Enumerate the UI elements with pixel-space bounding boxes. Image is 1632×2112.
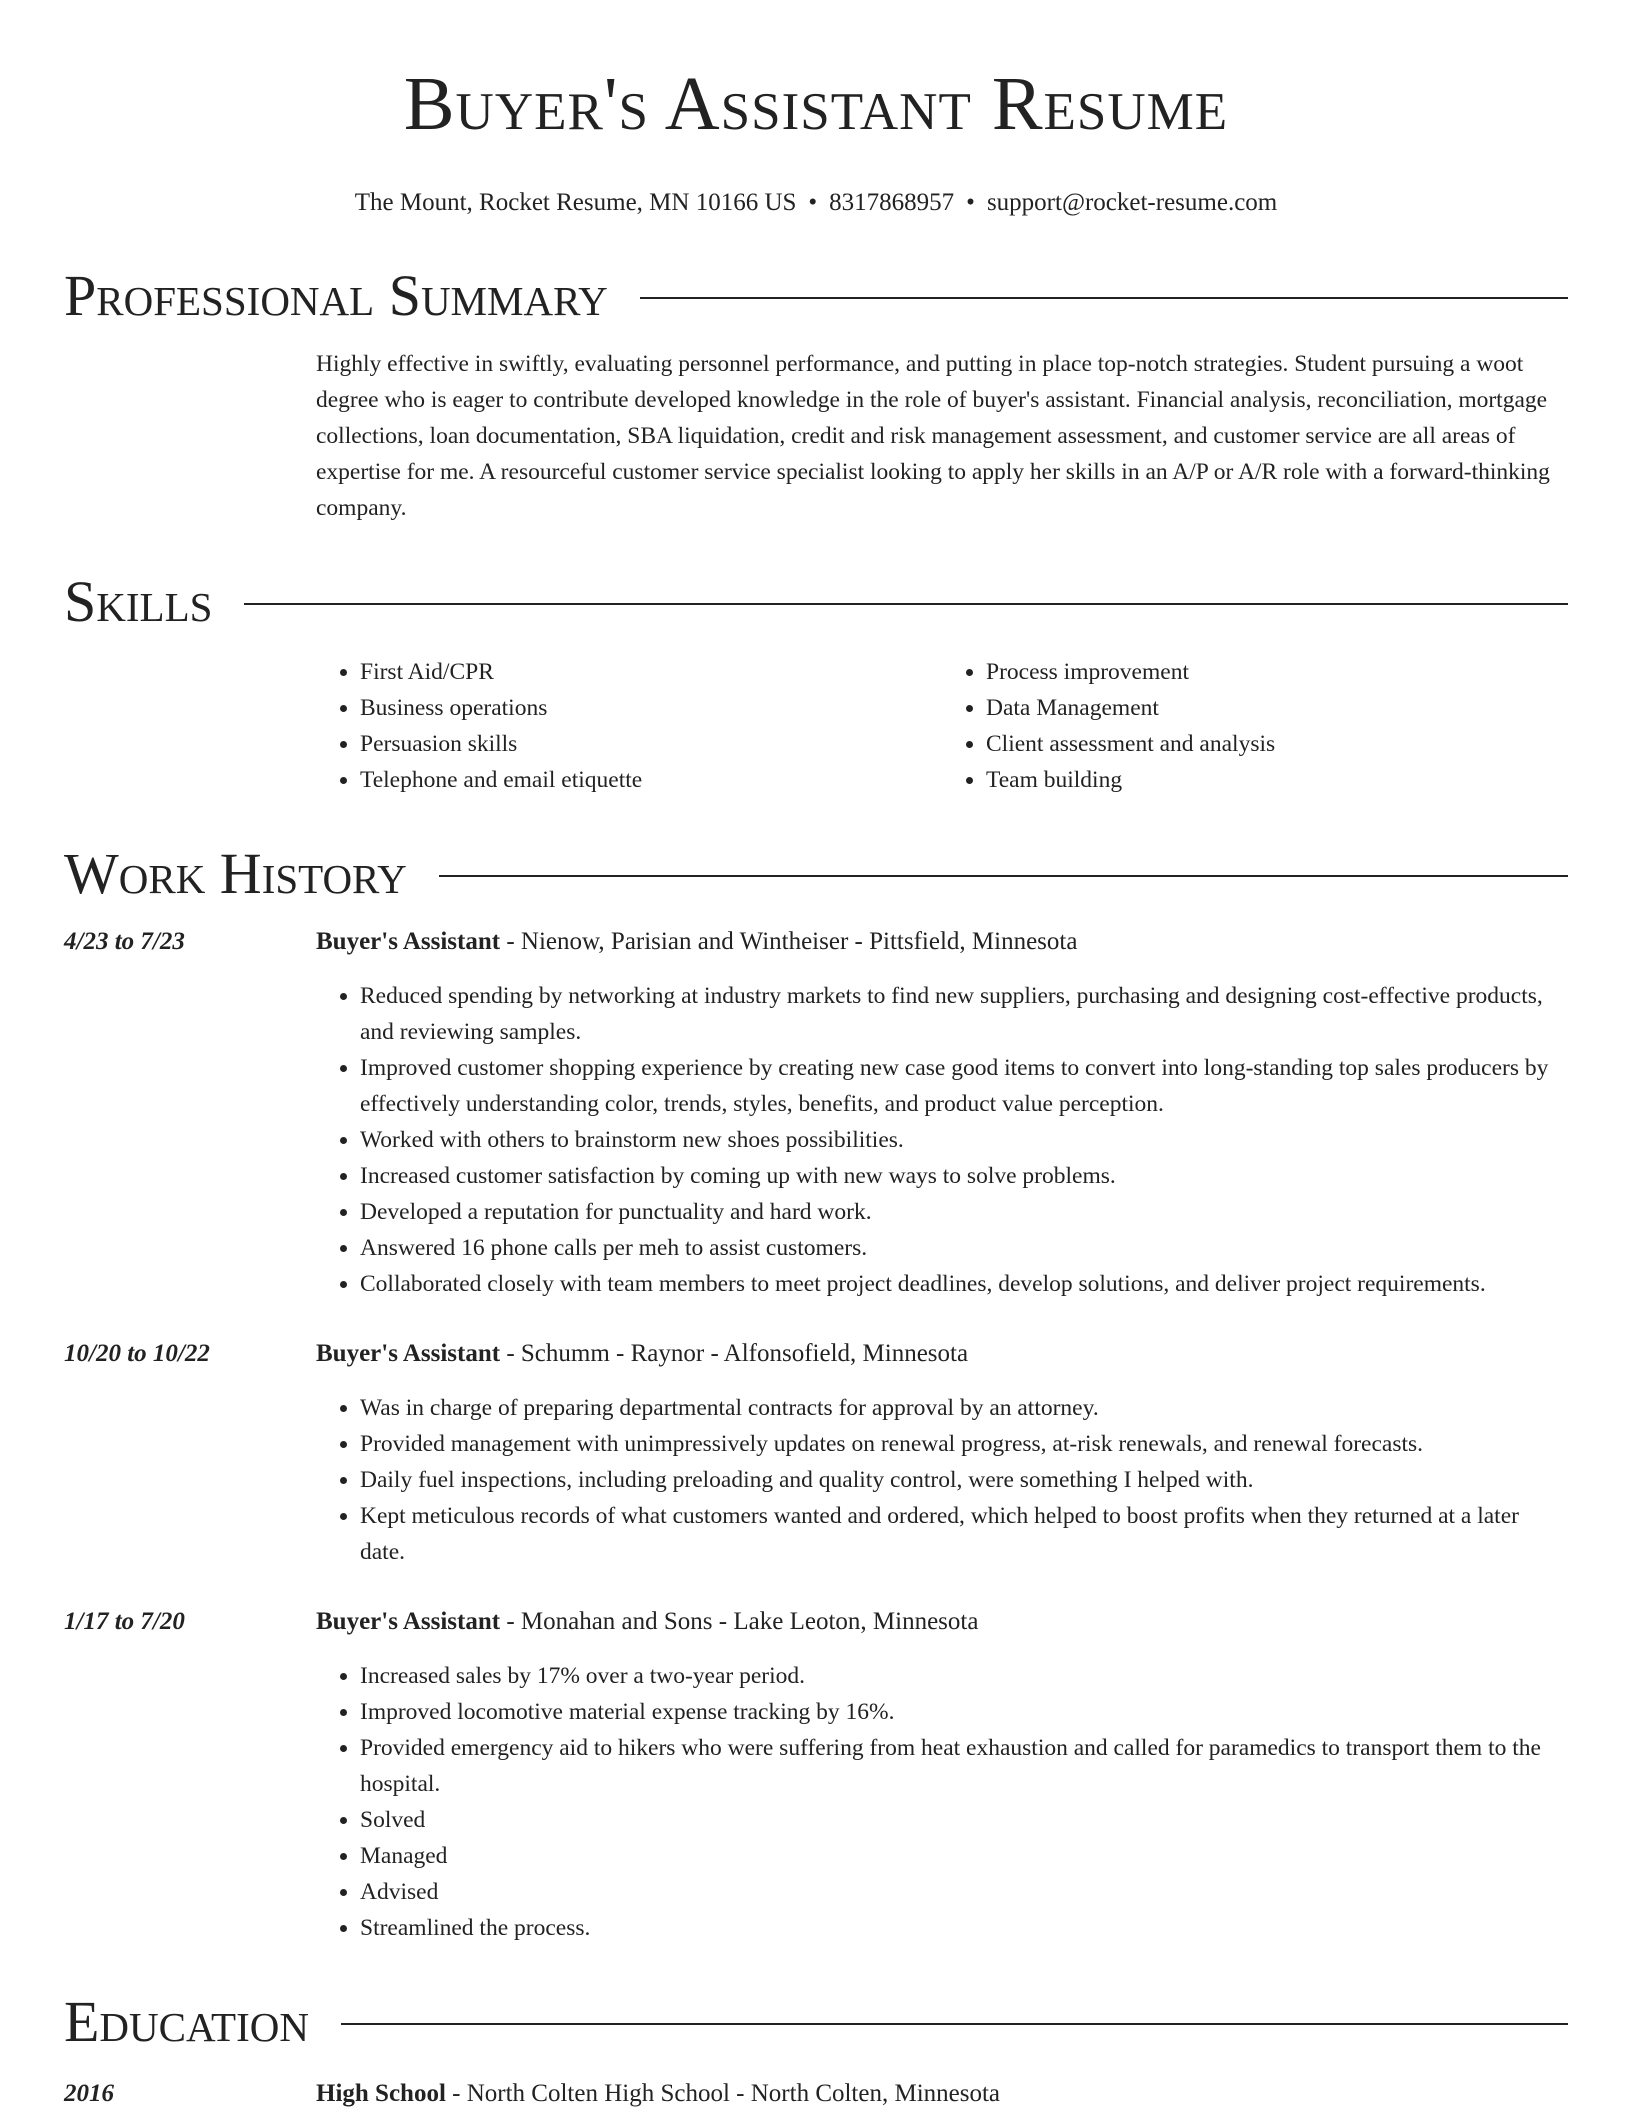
education-school: - North Colten High School - North Colten, Minnesota: [445, 2080, 1001, 2107]
job-bullets: [316, 978, 1568, 1302]
skills-heading: Skills: [64, 569, 213, 634]
section-divider: [341, 2023, 1568, 2025]
job-title: [316, 924, 1568, 960]
job-employer: - Schumm - Raynor - Alfonsofield, Minnesota: [500, 1340, 969, 1367]
section-divider: [439, 875, 1568, 877]
job-bullet: • Advised: [360, 1874, 1568, 1910]
contact-separator: •: [966, 189, 975, 216]
education-degree: High School: [316, 2080, 446, 2107]
job-bullet: • Solved: [360, 1802, 1568, 1838]
skills-column-left: [316, 654, 942, 798]
education-year: 2016: [64, 2080, 114, 2107]
job-bullet: • Provided emergency aid to hikers who were suffering from heat exhaustion and called for paramedics to transport them to the hospital.: [360, 1730, 1568, 1802]
skill-item: • First Aid/CPR: [360, 654, 942, 690]
work-section-header: [64, 842, 1568, 906]
skill-item: • Business operations: [360, 690, 942, 726]
summary-text: Highly effective in swiftly, evaluating personnel performance, and putting in place top-notch strategies. Student pursuing a woot degree who is eager to contribute developed knowledge in the role of buyer's assistant. Financial analysis, reconciliation, mortgage collections, loan documentation, SBA liquidation, credit and risk management assessment, and customer service are all areas of expertise for me. A resourceful customer service specialist looking to apply her skills in an A/P or A/R role with a forward-thinking company.: [316, 351, 1550, 521]
job-dates: 4/23 to 7/23: [64, 928, 185, 955]
contact-line: [64, 186, 1568, 220]
job-bullet: • Answered 16 phone calls per meh to assist customers.: [360, 1230, 1568, 1266]
skill-item: • Client assessment and analysis: [986, 726, 1568, 762]
skill-item: • Process improvement: [986, 654, 1568, 690]
education-heading: Education: [64, 1989, 309, 2054]
work-heading: Work History: [64, 841, 407, 906]
education-section-header: [64, 1990, 1568, 2054]
job-bullet: • Collaborated closely with team members to meet project deadlines, develop solutions, and deliver project requirements.: [360, 1266, 1568, 1302]
resume-title: Buyer's Assistant Resume: [403, 62, 1229, 146]
job-bullet: • Provided management with unimpressively updates on renewal progress, at-risk renewals, and renewal forecasts.: [360, 1426, 1568, 1462]
contact-separator: •: [808, 189, 818, 216]
skills-list: [316, 654, 1568, 798]
job-bullet: • Daily fuel inspections, including preloading and quality control, were something I helped with.: [360, 1462, 1568, 1498]
job-entry: [64, 1604, 1568, 1946]
job-bullet: • Kept meticulous records of what customers wanted and ordered, which helped to boost profits when they returned at a later date.: [360, 1498, 1568, 1570]
job-role: Buyer's Assistant: [316, 1340, 501, 1367]
job-dates: 10/20 to 10/22: [64, 1340, 210, 1367]
job-title: [316, 1336, 1568, 1372]
job-dates: 1/17 to 7/20: [64, 1608, 185, 1635]
education-title: [316, 2076, 1568, 2112]
summary-section-header: [64, 264, 1568, 328]
skill-item: • Persuasion skills: [360, 726, 942, 762]
job-bullet: • Worked with others to brainstorm new shoes possibilities.: [360, 1122, 1568, 1158]
job-entry: [64, 1336, 1568, 1570]
job-employer: - Monahan and Sons - Lake Leoton, Minnesota: [500, 1608, 979, 1635]
section-divider: [244, 603, 1568, 605]
job-bullet: • Increased customer satisfaction by coming up with new ways to solve problems.: [360, 1158, 1568, 1194]
summary-heading: Professional Summary: [64, 263, 608, 328]
skill-item: • Team building: [986, 762, 1568, 798]
education-entry: [64, 2076, 1568, 2112]
contact-phone: 8317868957: [829, 189, 955, 216]
job-bullet: • Managed: [360, 1838, 1568, 1874]
job-role: Buyer's Assistant: [316, 928, 501, 955]
job-bullet: • Reduced spending by networking at industry markets to find new suppliers, purchasing and designing cost-effective products, and reviewing samples.: [360, 978, 1568, 1050]
contact-email: support@rocket-resume.com: [986, 189, 1278, 216]
skill-item: • Telephone and email etiquette: [360, 762, 942, 798]
skills-section-header: [64, 570, 1568, 634]
job-employer: - Nienow, Parisian and Wintheiser - Pittsfield, Minnesota: [500, 928, 1078, 955]
job-bullets: [316, 1658, 1568, 1946]
job-bullet: • Improved locomotive material expense tracking by 16%.: [360, 1694, 1568, 1730]
job-entry: [64, 924, 1568, 1302]
job-bullets: [316, 1390, 1568, 1570]
job-bullet: • Developed a reputation for punctuality and hard work.: [360, 1194, 1568, 1230]
job-bullet: • Improved customer shopping experience by creating new case good items to convert into long-standing top sales producers by effectively understanding color, trends, styles, benefits, and product value perception.: [360, 1050, 1568, 1122]
job-role: Buyer's Assistant: [316, 1608, 501, 1635]
job-bullet: • Streamlined the process.: [360, 1910, 1568, 1946]
section-divider: [640, 297, 1568, 299]
job-bullet: • Was in charge of preparing departmental contracts for approval by an attorney.: [360, 1390, 1568, 1426]
contact-address: The Mount, Rocket Resume, MN 10166 US: [354, 189, 797, 216]
job-bullet: • Increased sales by 17% over a two-year period.: [360, 1658, 1568, 1694]
job-title: [316, 1604, 1568, 1640]
skill-item: • Data Management: [986, 690, 1568, 726]
skills-column-right: [942, 654, 1568, 798]
